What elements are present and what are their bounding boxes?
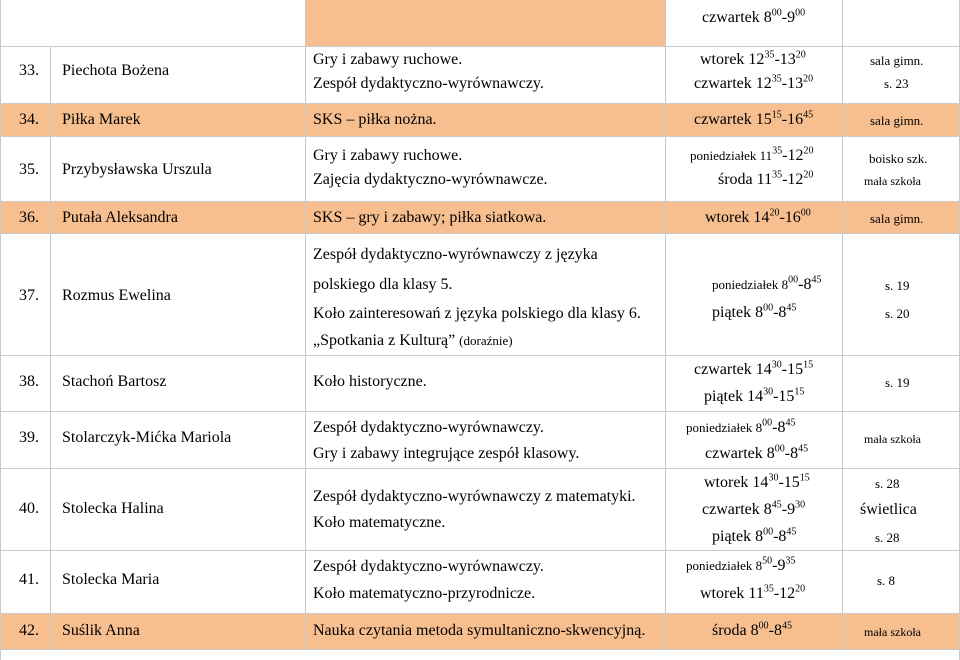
- grid-line: [0, 468, 960, 469]
- grid-line: [0, 649, 960, 650]
- row-number: 37.: [19, 287, 39, 304]
- grid-line: [0, 411, 960, 412]
- time-mid: -9: [781, 9, 796, 26]
- teacher-name: Piechota Bożena: [62, 62, 170, 79]
- time-cell: wtorek $14^{30}-15^{15}$: [704, 472, 810, 491]
- place: s. 19: [885, 278, 910, 293]
- activity: Koło historyczne.: [313, 373, 427, 390]
- activity: „Spotkania z Kulturą” (doraźnie): [313, 332, 513, 349]
- activity: SKS – piłka nożna.: [313, 111, 437, 128]
- grid-line: [842, 0, 843, 650]
- place: s. 20: [885, 306, 910, 321]
- grid-line: [0, 613, 960, 614]
- row-number: 38.: [19, 373, 39, 390]
- row-number: 39.: [19, 429, 39, 446]
- grid-line: [0, 103, 960, 104]
- activity: Zajęcia dydaktyczno-wyrównawcze.: [313, 171, 548, 188]
- teacher-name: Stolecka Maria: [62, 571, 160, 588]
- time-cell: wtorek $11^{35}-12^{20}$: [700, 583, 806, 602]
- activity: Koło zainteresowań z języka polskiego dla klasy 6.: [313, 305, 641, 322]
- time-cell: środa $8^{00}-8^{45}$: [712, 620, 792, 639]
- grid-line: [0, 355, 960, 356]
- time-cell: czwartek $8^{00}-8^{45}$: [705, 443, 809, 462]
- activity: Gry i zabawy integrujące zespół klasowy.: [313, 445, 580, 462]
- teacher-name: Przybysławska Urszula: [62, 161, 212, 178]
- row-number: 33.: [19, 62, 39, 79]
- teacher-name: Stolecka Halina: [62, 500, 164, 517]
- grid-line: [0, 233, 960, 234]
- grid-line: [0, 46, 960, 47]
- row-number: 36.: [19, 209, 39, 226]
- activity: Koło matematyczno-przyrodnicze.: [313, 585, 536, 602]
- place: sala gimn.: [870, 211, 924, 226]
- time-cell: czwartek $15^{15}-16^{45}$: [694, 109, 814, 128]
- activity: polskiego dla klasy 5.: [313, 276, 453, 293]
- time-cell: środa $11^{35}-12^{20}$: [718, 169, 814, 188]
- place: mała szkoła: [864, 432, 921, 446]
- grid-line: [0, 201, 960, 202]
- time-cell: piątek $8^{00}-8^{45}$: [712, 526, 797, 545]
- place: s. 19: [885, 375, 910, 390]
- teacher-name: Rozmus Ewelina: [62, 287, 171, 304]
- time-cell: wtorek $14^{20}-16^{00}$: [705, 207, 811, 226]
- activity: SKS – gry i zabawy; piłka siatkowa.: [313, 209, 547, 226]
- grid-line: [0, 550, 960, 551]
- teacher-name: Putała Aleksandra: [62, 209, 178, 226]
- teacher-name: Suślik Anna: [62, 622, 140, 639]
- time-cell: poniedziałek $11^{35}-12^{20}$: [690, 145, 814, 164]
- row-number: 42.: [19, 622, 39, 639]
- teacher-name: Piłka Marek: [62, 111, 141, 128]
- row-number: 41.: [19, 571, 39, 588]
- activity: Zespół dydaktyczno-wyrównawczy z języka: [313, 246, 598, 263]
- time-cell: poniedziałek $8^{00}-8^{45}$: [686, 417, 796, 436]
- time-day: czwartek 8: [702, 9, 772, 26]
- row-number: 35.: [19, 161, 39, 178]
- activity: Zespół dydaktyczno-wyrównawczy z matematyki.: [313, 488, 636, 505]
- time-cell: [702, 7, 806, 26]
- grid-line: [665, 0, 666, 650]
- grid-line: [0, 0, 1, 660]
- place: świetlica: [860, 501, 917, 518]
- grid-line: [305, 0, 306, 650]
- time-cell: czwartek $8^{45}-9^{30}$: [702, 499, 806, 518]
- grid-line: [50, 46, 51, 650]
- time-cell: poniedziałek $8^{00}-8^{45}$: [712, 274, 822, 293]
- row-number: 34.: [19, 111, 39, 128]
- place: sala gimn.: [870, 53, 924, 68]
- band-top: [305, 0, 665, 46]
- time-cell: czwartek $14^{30}-15^{15}$: [694, 359, 814, 378]
- place: mała szkoła: [864, 625, 921, 639]
- place: boisko szk.: [869, 151, 928, 166]
- place: s. 28: [875, 530, 900, 545]
- activity: Nauka czytania metoda symultaniczno-skwencyjną.: [313, 622, 646, 639]
- band-row-34: [0, 103, 960, 136]
- time-sup: 00: [771, 7, 782, 19]
- row-number: 40.: [19, 500, 39, 517]
- activity: Gry i zabawy ruchowe.: [313, 51, 463, 68]
- teacher-name: Stolarczyk-Mićka Mariola: [62, 429, 232, 446]
- activity: Zespół dydaktyczno-wyrównawczy.: [313, 75, 544, 92]
- place: sala gimn.: [870, 113, 924, 128]
- activity: Zespół dydaktyczno-wyrównawczy.: [313, 419, 544, 436]
- place: s. 28: [875, 476, 900, 491]
- grid-line: [0, 136, 960, 137]
- activity: Gry i zabawy ruchowe.: [313, 147, 463, 164]
- time-cell: piątek $14^{30}-15^{15}$: [704, 386, 805, 405]
- teacher-name: Stachoń Bartosz: [62, 373, 167, 390]
- time-sup: 00: [795, 7, 806, 19]
- time-cell: piątek $8^{00}-8^{45}$: [712, 302, 797, 321]
- place: s. 23: [884, 76, 909, 91]
- place: mała szkoła: [864, 174, 921, 188]
- time-cell: wtorek $12^{35}-13^{20}$: [700, 49, 806, 68]
- time-cell: czwartek $12^{35}-13^{20}$: [694, 73, 814, 92]
- time-cell: poniedziałek $8^{50}-9^{35}$: [686, 555, 796, 574]
- activity: Zespół dydaktyczno-wyrównawczy.: [313, 558, 544, 575]
- place: s. 8: [877, 573, 896, 588]
- activity: Koło matematyczne.: [313, 514, 446, 531]
